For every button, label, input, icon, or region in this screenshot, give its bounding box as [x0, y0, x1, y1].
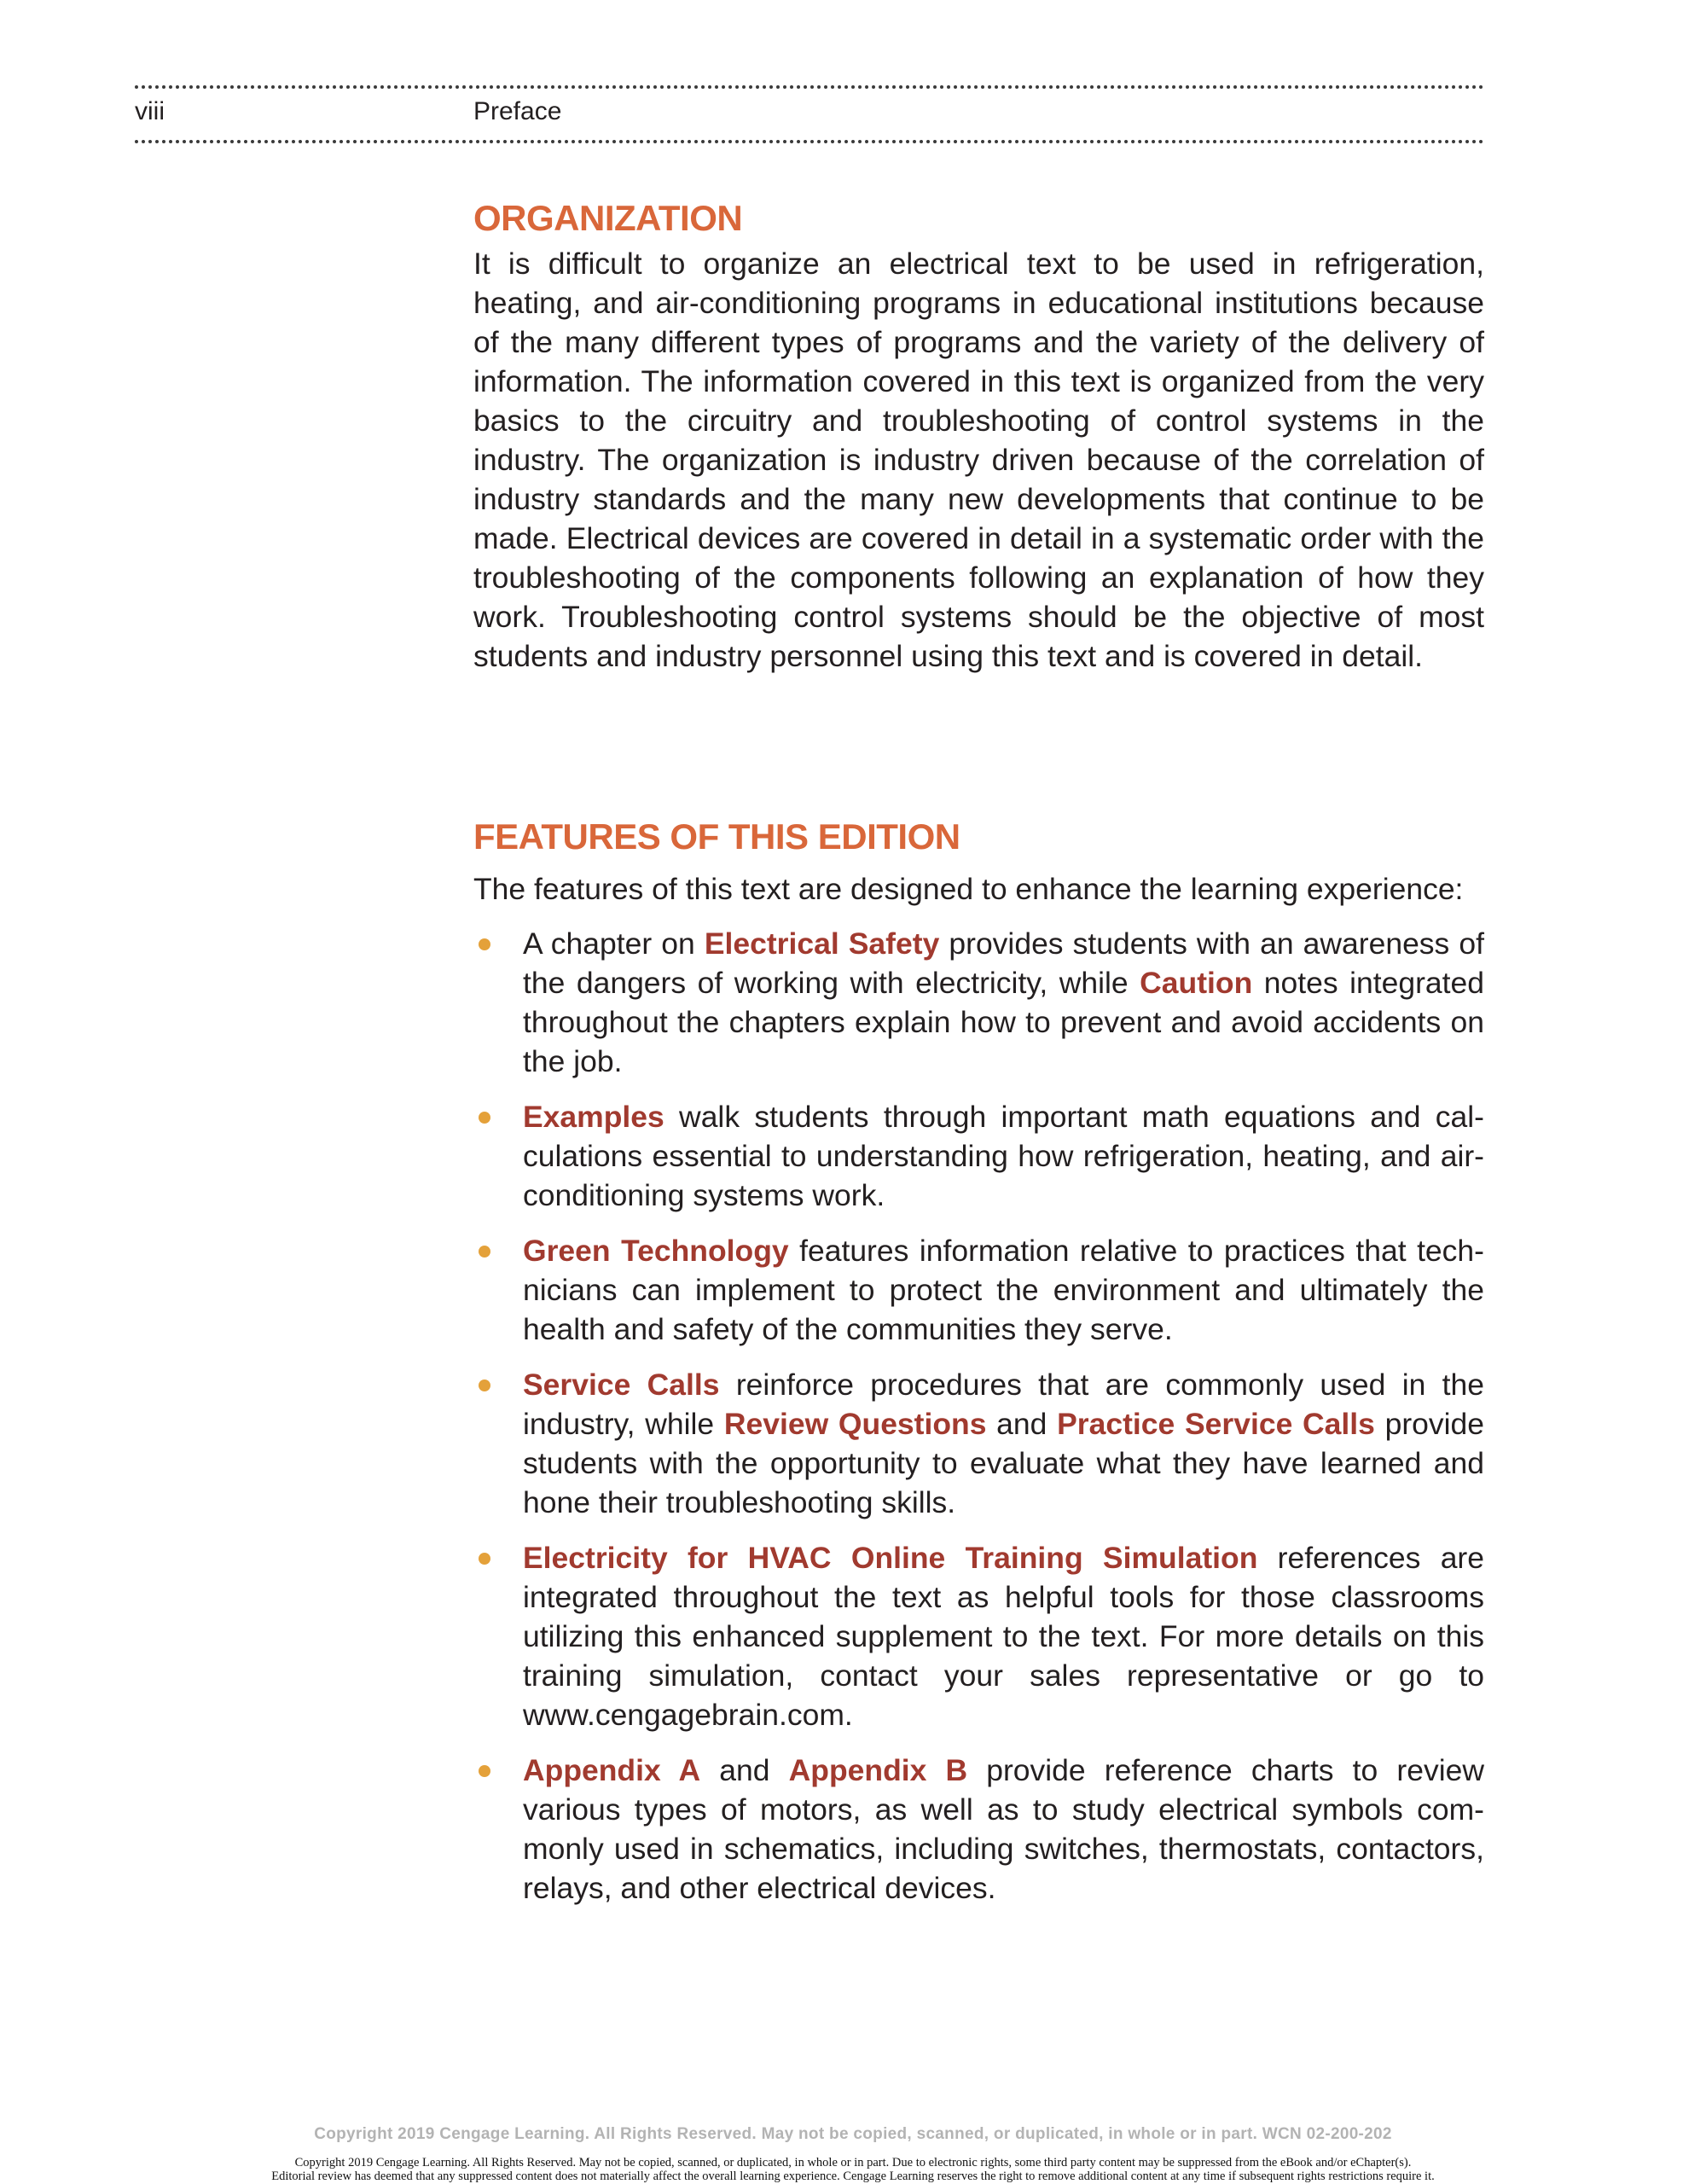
- running-head-section: Preface: [473, 97, 562, 125]
- bullet-icon: [479, 1112, 490, 1124]
- bullet-icon: [479, 1246, 490, 1258]
- highlight-term: Service Calls: [523, 1368, 720, 1402]
- highlight-term: Examples: [523, 1100, 664, 1134]
- feature-item-online-simulation: Electricity for HVAC Online Training Simulation references are integrated throughout the text as helpful tools for those classrooms utilizing this enhanced supplement to the text. For more details on this training simulation, contact your sales representative or go to www.cengagebrain.com.: [473, 1538, 1484, 1734]
- bullet-icon: [479, 1553, 490, 1565]
- copyright-watermark: Copyright 2019 Cengage Learning. All Rights Reserved. May not be copied, scanned, or duplicated, in whole or in part. WCN 02-200-202: [314, 2125, 1392, 2143]
- organization-heading: ORGANIZATION: [473, 198, 743, 238]
- bullet-icon: [479, 938, 490, 950]
- copyright-legal-line-2: Editorial review has deemed that any suppressed content does not materially affect the overall learning experience. Cengage Learning reserves the right to remove additional content at any time if subsequent rights restrictions require it.: [271, 2169, 1435, 2183]
- page-number: viii: [135, 97, 165, 125]
- feature-item-green-technology: Green Technology features information relative to practices that technicians can implement to protect the environment and ultimately the health and safety of the communities they serve.: [473, 1231, 1484, 1349]
- features-heading: FEATURES OF THIS EDITION: [473, 816, 960, 857]
- feature-item-service-calls: Service Calls reinforce procedures that are commonly used in the industry, while Review Questions and Practice Service Calls provide students with the opportunity to evaluate what they have learned and hone their troubleshooting skills.: [473, 1365, 1484, 1522]
- bullet-icon: [479, 1380, 490, 1391]
- organization-section: [473, 196, 1484, 676]
- highlight-term: Practice Service Calls: [1057, 1407, 1375, 1441]
- feature-item-appendices: Appendix A and Appendix B provide reference charts to review various types of motors, as well as to study electrical symbols commonly used in schematics, including switches, thermostats, contactors, relays, and other electrical devices.: [473, 1751, 1484, 1908]
- header-bottom-rule: [135, 140, 1484, 143]
- feature-item-electrical-safety: A chapter on Electrical Safety provides students with an awareness of the dangers of working with electricity, while Caution notes integrated throughout the chapters explain how to prevent and avoid accidents on the job.: [473, 924, 1484, 1081]
- bullet-icon: [479, 1765, 490, 1777]
- highlight-term: Electrical Safety: [704, 926, 940, 961]
- header-top-rule: [135, 85, 1484, 89]
- organization-body: It is difficult to organize an electrical text to be used in refrigeration, heating, and air-conditioning programs in educational institutions because of the many different types of programs and the variety of the delivery of information. The information covered in this text is organized from the very basics to the circuitry and troubleshooting of control systems in the industry. The organization is industry driven because of the correlation of industry standards and the many new developments that continue to be made. Electrical devices are covered in detail in a systematic order with the troubleshooting of the components following an explanation of how they work. Troubleshooting control systems should be the objective of most students and industry personnel using this text and is covered in detail.: [473, 247, 1484, 673]
- copyright-legal-line-1: Copyright 2019 Cengage Learning. All Rights Reserved. May not be copied, scanned, or duplicated, in whole or in part. Due to electronic rights, some third party content may be suppressed from the eBook and/or eChapter(s).: [294, 2156, 1412, 2169]
- highlight-term: Green Technology: [523, 1234, 789, 1268]
- highlight-term: Appendix A: [523, 1753, 701, 1787]
- features-section: [473, 815, 1484, 1924]
- highlight-term: Appendix B: [788, 1753, 968, 1787]
- highlight-term: Review Questions: [723, 1407, 987, 1441]
- highlight-term: Caution: [1140, 966, 1253, 1000]
- highlight-term: Electricity for HVAC Online Training Simulation: [523, 1541, 1258, 1575]
- features-list: [473, 924, 1484, 1908]
- features-intro: The features of this text are designed to enhance the learning experience:: [473, 872, 1464, 906]
- feature-item-examples: Examples walk students through important math equations and calculations essential to understanding how refrigeration, heating, and air-conditioning systems work.: [473, 1097, 1484, 1215]
